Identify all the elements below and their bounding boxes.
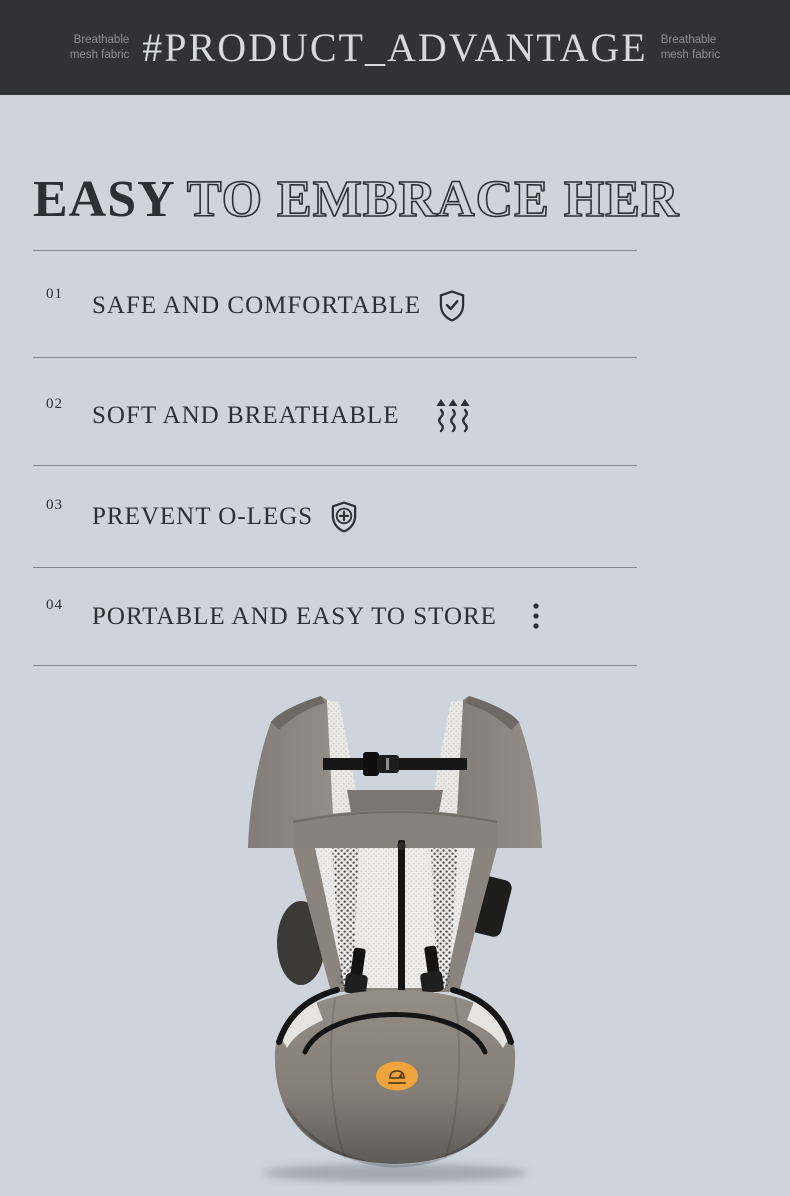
row-divider: [33, 665, 637, 666]
breathable-mesh-label-left: [70, 33, 129, 62]
advantage-row-1: [46, 284, 468, 328]
mesh-label-line1: Breathable: [73, 34, 130, 47]
head-rest-flap: [347, 790, 443, 812]
title-divider: [33, 250, 637, 251]
baby-carrier-product-photo: [235, 690, 555, 1186]
advantage-number: 01: [46, 286, 63, 302]
mesh-label-line1: Breathable: [660, 34, 717, 47]
advantage-label: SOFT AND BREATHABLE: [92, 402, 400, 429]
chest-band: [293, 810, 497, 848]
advantage-row-3: [46, 495, 360, 539]
brand-badge: [376, 1062, 418, 1091]
center-zipper: [398, 840, 405, 992]
advantage-label: SAFE AND COMFORTABLE: [92, 292, 422, 319]
page-title-solid: EASY: [33, 171, 187, 228]
row-divider: [33, 567, 637, 568]
advantage-row-2: [46, 394, 473, 438]
advantage-number: 04: [46, 597, 63, 613]
breathable-mesh-label-right: [661, 33, 720, 62]
shield-check-icon: [436, 289, 468, 323]
advantage-label: PREVENT O-LEGS: [92, 503, 314, 530]
header-band: [0, 0, 790, 95]
advantage-label: PORTABLE AND EASY TO STORE: [92, 603, 497, 630]
advantage-row-4: [46, 595, 541, 639]
page-title: [33, 170, 680, 229]
row-divider: [33, 465, 637, 466]
product-advantage-title: #PRODUCT_ADVANTAGE: [142, 25, 648, 70]
mesh-label-line2: mesh fabric: [69, 48, 130, 61]
vertical-dots-icon: [531, 601, 541, 633]
mesh-label-line2: mesh fabric: [660, 48, 721, 61]
advantage-number: 02: [46, 396, 63, 412]
shield-plus-icon: [328, 500, 360, 534]
row-divider: [33, 357, 637, 358]
advantage-number: 03: [46, 497, 63, 513]
breathable-steam-icon: [433, 398, 473, 434]
page-title-outline: TO EMBRACE HER: [186, 171, 680, 228]
